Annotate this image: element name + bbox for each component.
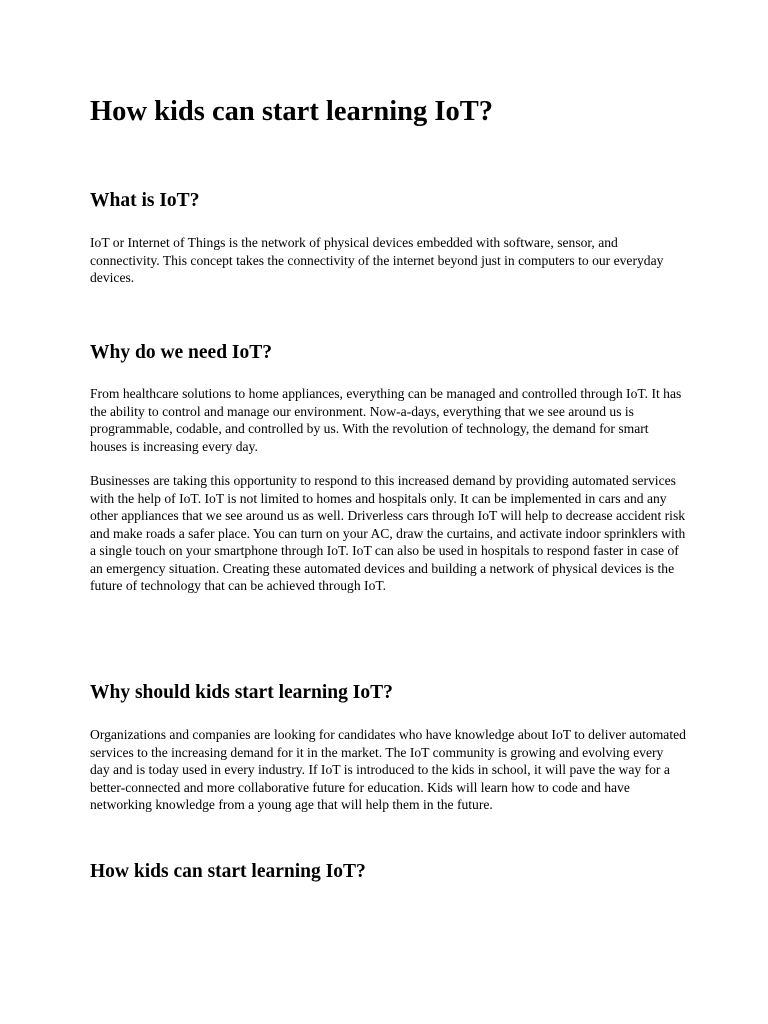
section-paragraph-why-kids-learn-iot: Organizations and companies are looking for candidates who have knowledge about IoT to deliver automated services to the increasing demand for it in the market. The IoT community is growing and evolving every day and is today used in every industry. If IoT is introduced to the kids in school, it will pave the way for a better-connected and more collaborative future for education. Kids will learn how to code and have networking knowledge from a young age that will help them in the future. bbox=[90, 727, 686, 812]
section-paragraph-why-need-iot-2: Businesses are taking this opportunity to respond to this increased demand by providing automated services with the help of IoT. IoT is not limited to homes and hospitals only. It can be implemented in cars and any other appliances that we see around us as well. Driverless cars through IoT will help to decrease accident risk and make roads a safer place. You can turn on your AC, draw the curtains, and activate indoor sprinklers with a single touch on your smartphone through IoT. IoT can also be used in hospitals to respond faster in case of an emergency situation. Creating these automated devices and building a network of physical devices is the future of technology that can be achieved through IoT. bbox=[90, 473, 686, 593]
section-heading-how-kids-start: How kids can start learning IoT? bbox=[90, 861, 366, 882]
section-paragraph-what-is-iot: IoT or Internet of Things is the network of physical devices embedded with software, sensor, and connectivity. This concept takes the connectivity of the internet beyond just in computers to our everyday devices. bbox=[90, 235, 664, 285]
document-title: How kids can start learning IoT? bbox=[90, 96, 493, 127]
section-heading-why-need-iot: Why do we need IoT? bbox=[90, 342, 273, 363]
section-heading-why-kids-learn-iot: Why should kids start learning IoT? bbox=[90, 682, 393, 703]
section-heading-what-is-iot: What is IoT? bbox=[90, 190, 200, 211]
section-paragraph-why-need-iot-1: From healthcare solutions to home appliances, everything can be managed and controlled through IoT. It has the ability to control and manage our environment. Now-a-days, everything that we see around us is programmable, codable, and controlled by us. With the revolution of technology, the demand for smart houses is increasing every day. bbox=[90, 386, 682, 454]
